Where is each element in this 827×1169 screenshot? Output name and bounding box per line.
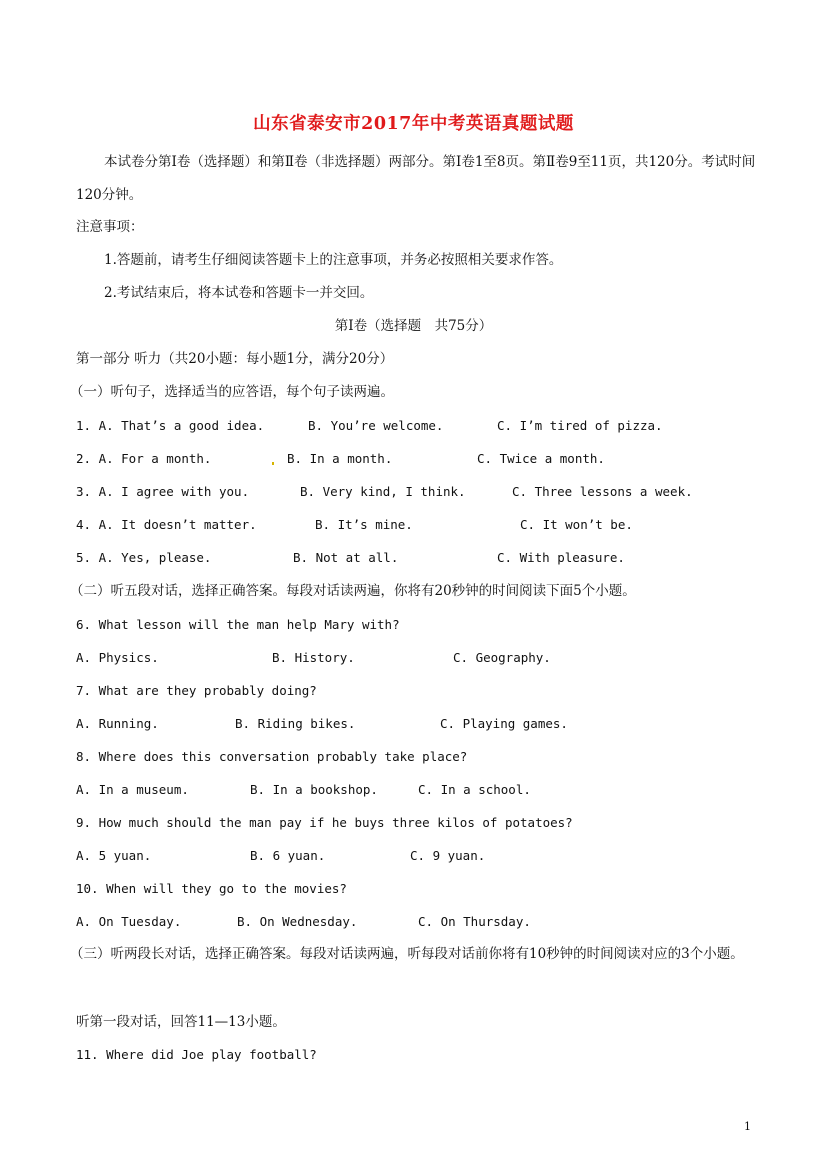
- sub1-heading: （一）听句子，选择适当的应答语，每个句子读两遍。: [70, 384, 394, 400]
- question-text: 11. Where did Joe play football?: [76, 1047, 317, 1062]
- notice-item: 2.考试结束后，将本试卷和答题卡一并交回。: [104, 285, 374, 301]
- option-b: B. You’re welcome.: [308, 418, 444, 433]
- option-b: B. 6 yuan.: [250, 848, 326, 863]
- notice-item: 1.答题前，请考生仔细阅读答题卡上的注意事项，并务必按照相关要求作答。: [104, 252, 563, 268]
- option-a: A. Running.: [76, 716, 159, 731]
- question-text: 8. Where does this conversation probably take place?: [76, 749, 468, 764]
- option-a: 1. A. That’s a good idea.: [76, 418, 265, 433]
- question-text: 7. What are they probably doing?: [76, 683, 317, 698]
- notice-heading: 注意事项：: [76, 219, 144, 235]
- option-a: A. In a museum.: [76, 782, 189, 797]
- sub2-heading: （二）听五段对话，选择正确答案。每段对话读两遍，你将有20秒钟的时间阅读下面5个小题。: [70, 583, 636, 599]
- intro-paragraph: 本试卷分第Ⅰ卷（选择题）和第Ⅱ卷（非选择题）两部分。第Ⅰ卷1至8页。第Ⅱ卷9至11页，共120分。考试时间120分钟。: [76, 154, 756, 203]
- option-a: 2. A. For a month.: [76, 451, 212, 466]
- option-c: C. In a school.: [418, 782, 531, 797]
- option-b: B. In a bookshop.: [250, 782, 378, 797]
- sub3-heading: （三）听两段长对话，选择正确答案。每段对话读两遍，听每段对话前你将有10秒钟的时间阅读对应的3个小题。: [70, 946, 744, 962]
- option-b: B. Riding bikes.: [235, 716, 356, 731]
- option-c: C. 9 yuan.: [410, 848, 486, 863]
- option-c: C. On Thursday.: [418, 914, 531, 929]
- option-c: C. Three lessons a week.: [512, 484, 693, 499]
- option-a: A. On Tuesday.: [76, 914, 182, 929]
- question-text: 9. How much should the man pay if he buys three kilos of potatoes?: [76, 815, 573, 830]
- option-c: C. Geography.: [453, 650, 551, 665]
- question-text: 6. What lesson will the man help Mary with?: [76, 617, 400, 632]
- option-c: C. With pleasure.: [497, 550, 625, 565]
- option-b: B. Not at all.: [293, 550, 399, 565]
- option-a: 5. A. Yes, please.: [76, 550, 212, 565]
- stray-mark: [272, 462, 274, 465]
- option-a: 4. A. It doesn’t matter.: [76, 517, 257, 532]
- part1-heading: 第一部分 听力（共20小题：每小题1分，满分20分）: [76, 351, 394, 367]
- option-b: B. History.: [272, 650, 355, 665]
- option-b: B. Very kind, I think.: [300, 484, 466, 499]
- sub3-intro: 听第一段对话，回答11—13小题。: [76, 1014, 286, 1030]
- option-a: 3. A. I agree with you.: [76, 484, 250, 499]
- option-c: C. It won’t be.: [520, 517, 633, 532]
- option-a: A. Physics.: [76, 650, 159, 665]
- option-c: C. I’m tired of pizza.: [497, 418, 663, 433]
- option-c: C. Playing games.: [440, 716, 568, 731]
- section-title: 第Ⅰ卷（选择题 共75分）: [334, 318, 493, 334]
- option-b: B. On Wednesday.: [237, 914, 358, 929]
- page-number: 1: [744, 1120, 751, 1133]
- question-text: 10. When will they go to the movies?: [76, 881, 347, 896]
- option-c: C. Twice a month.: [477, 451, 605, 466]
- option-b: B. It’s mine.: [315, 517, 413, 532]
- exam-title: 山东省泰安市2017年中考英语真题试题: [253, 114, 574, 134]
- option-a: A. 5 yuan.: [76, 848, 152, 863]
- option-b: B. In a month.: [287, 451, 393, 466]
